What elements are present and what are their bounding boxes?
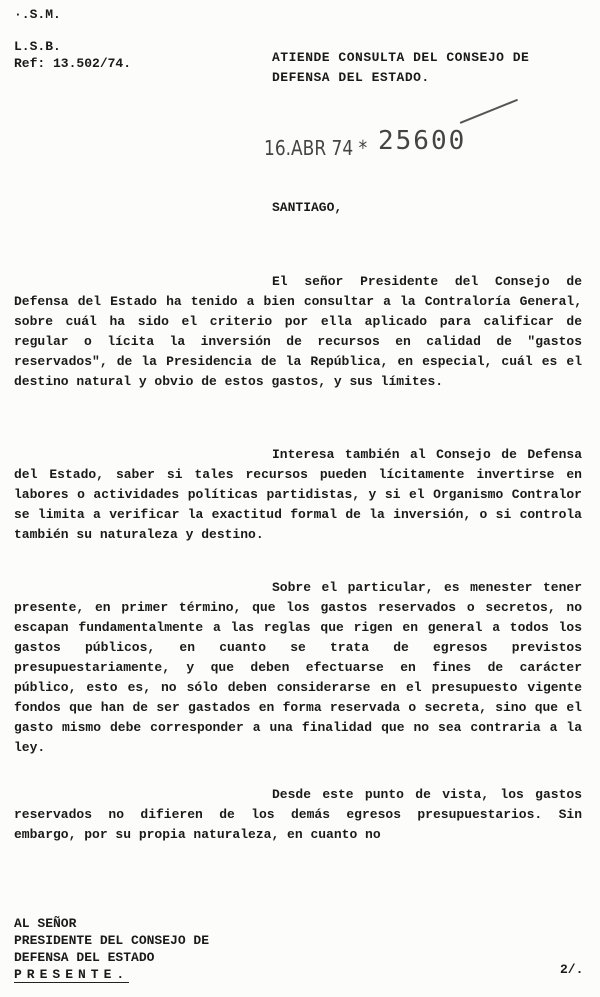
paragraph-2: [14, 445, 582, 545]
subject-block: [272, 48, 529, 88]
addressee-line-1: AL SEÑOR: [14, 916, 77, 931]
page-number: 2/.: [560, 962, 584, 977]
stamp-date: [264, 136, 367, 160]
initials-top: ·.S.M.: [14, 7, 61, 22]
paragraph-2-text: Interesa también al Consejo de Defensa del Estado, saber si tales recursos pueden lícitamente invertirse en labores o actividades políticas partidistas, y si el Organismo Contralor se limita a verificar la exactitud formal de la inversión, o si controla también su naturaleza y destino.: [14, 447, 582, 542]
paragraph-4: [14, 785, 582, 845]
subject-line-1: ATIENDE CONSULTA DEL CONSEJO DE: [272, 50, 530, 65]
addressee-line-3: DEFENSA DEL ESTADO: [14, 950, 155, 965]
stamp-separator: *: [358, 136, 368, 160]
paragraph-3: [14, 578, 582, 758]
stamp-date-text: 16.ABR 74: [264, 136, 354, 160]
addressee-line-4: PRESENTE.: [14, 967, 130, 982]
paragraph-1: [14, 272, 582, 392]
subject-line-2: DEFENSA DEL ESTADO.: [272, 70, 430, 85]
addressee-line-2: PRESIDENTE DEL CONSEJO DE: [14, 933, 210, 948]
stamp-number: 25600: [378, 126, 467, 156]
stamp-stroke: [460, 99, 518, 124]
typist-initials: L.S.B.: [14, 39, 61, 54]
reference-number: Ref: 13.502/74.: [14, 56, 132, 71]
paragraph-1-text: El señor Presidente del Consejo de Defensa del Estado ha tenido a bien consultar a la Contraloría General, sobre cuál ha sido el criterio por ella aplicado para calificar de regular o lícita la inversión de recursos en calidad de "gastos reservados", de la Presidencia de la República, en especial, cuál es el destino natural y obvio de estos gastos, y sus límites.: [14, 274, 582, 389]
place-line: SANTIAGO,: [272, 200, 343, 215]
addressee-block: [14, 915, 209, 983]
paragraph-4-text: Desde este punto de vista, los gastos reservados no difieren de los demás egresos presupuestarios. Sin embargo, por su propia naturaleza, en cuanto no: [14, 787, 582, 842]
paragraph-3-text: Sobre el particular, es menester tener presente, en primer término, que los gastos reservados o secretos, no escapan fundamentalmente a las reglas que rigen en general a todos los gastos públicos, en cuanto se trata de egresos previstos presupuestariamente, y que deben efectuarse en fines de carácter público, esto es, no sólo deben considerarse en el presupuesto vigente fondos que han de ser gastados en forma reservada o secreta, sino que el gasto mismo debe corresponder a una finalidad que no sea contraria a la ley.: [14, 580, 582, 755]
